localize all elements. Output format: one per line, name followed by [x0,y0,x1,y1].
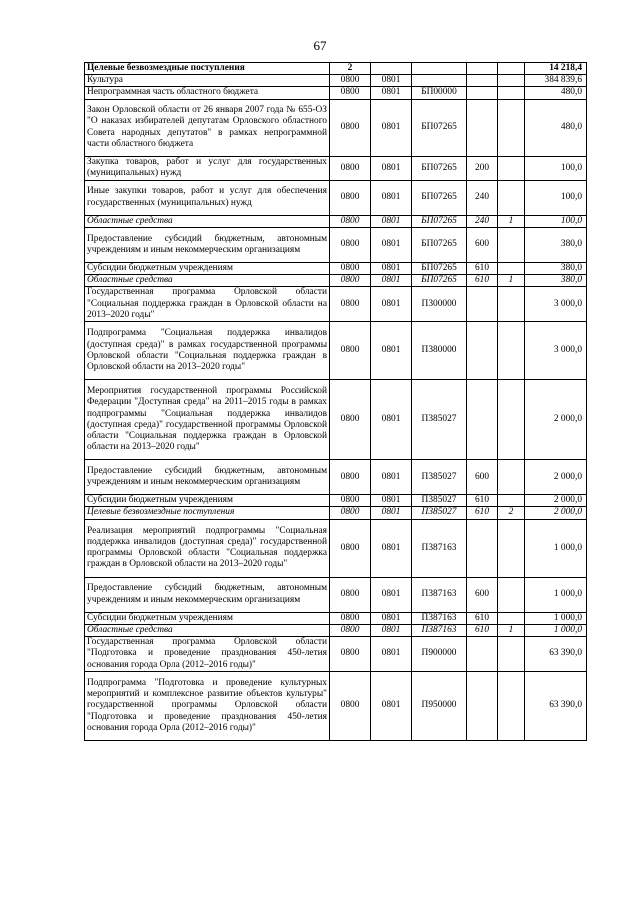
cell-name: Субсидии бюджетным учреждениям [85,495,330,507]
cell-csr: П385027 [412,495,467,507]
cell-prz: 0801 [371,322,412,380]
table-row [85,322,587,380]
cell-rz: 0800 [330,87,371,99]
cell-name: Закон Орловской области от 26 января 2007 года № 655-ОЗ "О наказах избирателей депутатам Орловского областного Совета народных депутатов" в рамках непрограммной части областного бюджета [85,99,330,156]
table-row [85,637,587,672]
table-row [85,380,587,460]
cell-vr [467,287,498,322]
cell-rz: 0800 [330,519,371,577]
cell-name: Государственная программа Орловской области "Подготовка и проведение празднования 450-летия основания города Орла (2012–2016 годы)" [85,637,330,672]
cell-vr: 610 [467,507,498,519]
cell-vr: 240 [467,180,498,215]
cell-csr: БП07265 [412,227,467,262]
cell-src [498,262,525,274]
cell-prz: 0801 [371,156,412,180]
cell-rz: 2 [330,63,371,75]
cell-name: Мероприятия государственной программы Российской Федерации "Доступная среда" на 2011–2015 годы в рамках подпрограммы "Социальная поддержка инвалидов (доступная среда)" государственной программы Орловской области "Социальная поддержка граждан в Орловской области на 2013–2020 годы" [85,380,330,460]
cell-amount: 1 000,0 [525,519,587,577]
cell-vr [467,637,498,672]
cell-prz: 0801 [371,227,412,262]
cell-amount: 100,0 [525,156,587,180]
cell-src [498,180,525,215]
cell-rz: 0800 [330,75,371,87]
cell-amount: 1 000,0 [525,577,587,612]
cell-prz: 0801 [371,215,412,227]
cell-rz: 0800 [330,507,371,519]
cell-vr [467,99,498,156]
cell-csr: П385027 [412,380,467,460]
cell-vr [467,380,498,460]
cell-prz: 0801 [371,495,412,507]
cell-rz: 0800 [330,624,371,636]
cell-prz: 0801 [371,577,412,612]
cell-rz: 0800 [330,287,371,322]
cell-vr: 610 [467,262,498,274]
cell-name: Подпрограмма "Подготовка и проведение культурных мероприятий и комплексное развитие объектов культуры" государственной программы Орловской области "Подготовка и проведение празднования 450-летия основания города Орла (2012–2016 годы)" [85,672,330,741]
table-row [85,227,587,262]
cell-prz: 0801 [371,87,412,99]
cell-rz: 0800 [330,672,371,741]
cell-rz: 0800 [330,215,371,227]
cell-vr: 600 [467,460,498,495]
cell-name: Предоставление субсидий бюджетным, автономным учреждениям и иным некоммерческим организациям [85,577,330,612]
cell-name: Областные средства [85,624,330,636]
cell-rz: 0800 [330,612,371,624]
cell-rz: 0800 [330,180,371,215]
cell-amount: 3 000,0 [525,322,587,380]
cell-csr: П387163 [412,624,467,636]
cell-vr [467,672,498,741]
cell-vr [467,519,498,577]
cell-prz: 0801 [371,287,412,322]
cell-vr: 610 [467,612,498,624]
cell-src [498,227,525,262]
cell-csr: БП07265 [412,156,467,180]
table-row [85,287,587,322]
cell-rz: 0800 [330,637,371,672]
cell-amount: 100,0 [525,180,587,215]
cell-src [498,519,525,577]
cell-csr: БП07265 [412,215,467,227]
cell-rz: 0800 [330,495,371,507]
cell-csr: П380000 [412,322,467,380]
cell-csr [412,75,467,87]
cell-vr: 240 [467,215,498,227]
budget-table [84,62,587,741]
cell-prz: 0801 [371,380,412,460]
cell-csr: БП07265 [412,262,467,274]
cell-vr: 600 [467,577,498,612]
table-row [85,63,587,75]
cell-rz: 0800 [330,577,371,612]
cell-amount: 1 000,0 [525,612,587,624]
table-row [85,577,587,612]
cell-amount: 14 218,4 [525,63,587,75]
cell-src [498,63,525,75]
table-row [85,672,587,741]
cell-prz: 0801 [371,624,412,636]
table-row [85,87,587,99]
cell-prz [371,63,412,75]
cell-csr: БП00000 [412,87,467,99]
cell-name: Целевые безвозмездные поступления [85,507,330,519]
cell-vr: 600 [467,227,498,262]
cell-prz: 0801 [371,460,412,495]
cell-amount: 3 000,0 [525,287,587,322]
cell-name: Государственная программа Орловской области "Социальная поддержка граждан в Орловской области на 2013–2020 годы" [85,287,330,322]
cell-name: Реализация мероприятий подпрограммы "Социальная поддержка инвалидов (доступная среда)" государственной программы Орловской области "Социальная поддержка граждан в Орловской области на 2013–2020 годы" [85,519,330,577]
cell-amount: 63 390,0 [525,637,587,672]
cell-vr [467,75,498,87]
cell-amount: 2 000,0 [525,495,587,507]
cell-amount: 2 000,0 [525,460,587,495]
cell-amount: 2 000,0 [525,380,587,460]
table-row [85,495,587,507]
budget-table-body [85,63,587,741]
cell-amount: 1 000,0 [525,624,587,636]
cell-src [498,87,525,99]
cell-name: Областные средства [85,275,330,287]
cell-name: Областные средства [85,215,330,227]
cell-csr [412,63,467,75]
table-row [85,612,587,624]
cell-name: Целевые безвозмездные поступления [85,63,330,75]
cell-name: Субсидии бюджетным учреждениям [85,262,330,274]
cell-rz: 0800 [330,156,371,180]
cell-prz: 0801 [371,612,412,624]
cell-src [498,156,525,180]
cell-prz: 0801 [371,672,412,741]
cell-name: Культура [85,75,330,87]
cell-src [498,460,525,495]
cell-csr: П387163 [412,519,467,577]
cell-name: Закупка товаров, работ и услуг для государственных (муниципальных) нужд [85,156,330,180]
table-row [85,75,587,87]
cell-prz: 0801 [371,75,412,87]
cell-amount: 2 000,0 [525,507,587,519]
cell-name: Предоставление субсидий бюджетным, автономным учреждениям и иным некоммерческим организациям [85,227,330,262]
table-row [85,180,587,215]
cell-csr: П387163 [412,612,467,624]
table-row [85,99,587,156]
cell-amount: 384 839,6 [525,75,587,87]
cell-csr: П950000 [412,672,467,741]
cell-rz: 0800 [330,322,371,380]
cell-prz: 0801 [371,275,412,287]
cell-vr [467,63,498,75]
cell-src [498,75,525,87]
table-row [85,507,587,519]
cell-amount: 100,0 [525,215,587,227]
table-row [85,624,587,636]
cell-csr: БП07265 [412,180,467,215]
cell-prz: 0801 [371,519,412,577]
cell-prz: 0801 [371,99,412,156]
cell-src [498,380,525,460]
cell-vr [467,322,498,380]
cell-csr: БП07265 [412,275,467,287]
table-row [85,156,587,180]
cell-src [498,322,525,380]
table-row [85,519,587,577]
cell-prz: 0801 [371,507,412,519]
cell-amount: 480,0 [525,99,587,156]
table-row [85,460,587,495]
cell-src [498,577,525,612]
cell-src: 1 [498,275,525,287]
cell-name: Непрограммная часть областного бюджета [85,87,330,99]
cell-name: Иные закупки товаров, работ и услуг для обеспечения государственных (муниципальных) нужд [85,180,330,215]
cell-csr: П385027 [412,460,467,495]
cell-rz: 0800 [330,227,371,262]
cell-name: Предоставление субсидий бюджетным, автономным учреждениям и иным некоммерческим организациям [85,460,330,495]
cell-src [498,99,525,156]
cell-name: Подпрограмма "Социальная поддержка инвалидов (доступная среда)" в рамках государственной программы Орловской области "Социальная поддержка граждан в Орловской области на 2013–2020 годы" [85,322,330,380]
cell-rz: 0800 [330,460,371,495]
cell-src [498,612,525,624]
cell-csr: П385027 [412,507,467,519]
cell-src [498,672,525,741]
cell-rz: 0800 [330,262,371,274]
cell-amount: 63 390,0 [525,672,587,741]
cell-csr: П300000 [412,287,467,322]
cell-src [498,495,525,507]
table-row [85,262,587,274]
cell-prz: 0801 [371,637,412,672]
cell-prz: 0801 [371,180,412,215]
cell-vr [467,87,498,99]
cell-amount: 380,0 [525,275,587,287]
cell-amount: 380,0 [525,262,587,274]
cell-prz: 0801 [371,262,412,274]
cell-csr: П900000 [412,637,467,672]
cell-vr: 610 [467,495,498,507]
cell-rz: 0800 [330,99,371,156]
table-row [85,215,587,227]
table-row [85,275,587,287]
cell-vr: 610 [467,624,498,636]
cell-src [498,287,525,322]
cell-name: Субсидии бюджетным учреждениям [85,612,330,624]
cell-amount: 480,0 [525,87,587,99]
cell-csr: БП07265 [412,99,467,156]
cell-rz: 0800 [330,275,371,287]
cell-src: 1 [498,215,525,227]
cell-src: 1 [498,624,525,636]
cell-src: 2 [498,507,525,519]
page-number: 67 [313,38,327,53]
cell-amount: 380,0 [525,227,587,262]
cell-vr: 200 [467,156,498,180]
cell-src [498,637,525,672]
cell-rz: 0800 [330,380,371,460]
cell-csr: П387163 [412,577,467,612]
cell-vr: 610 [467,275,498,287]
